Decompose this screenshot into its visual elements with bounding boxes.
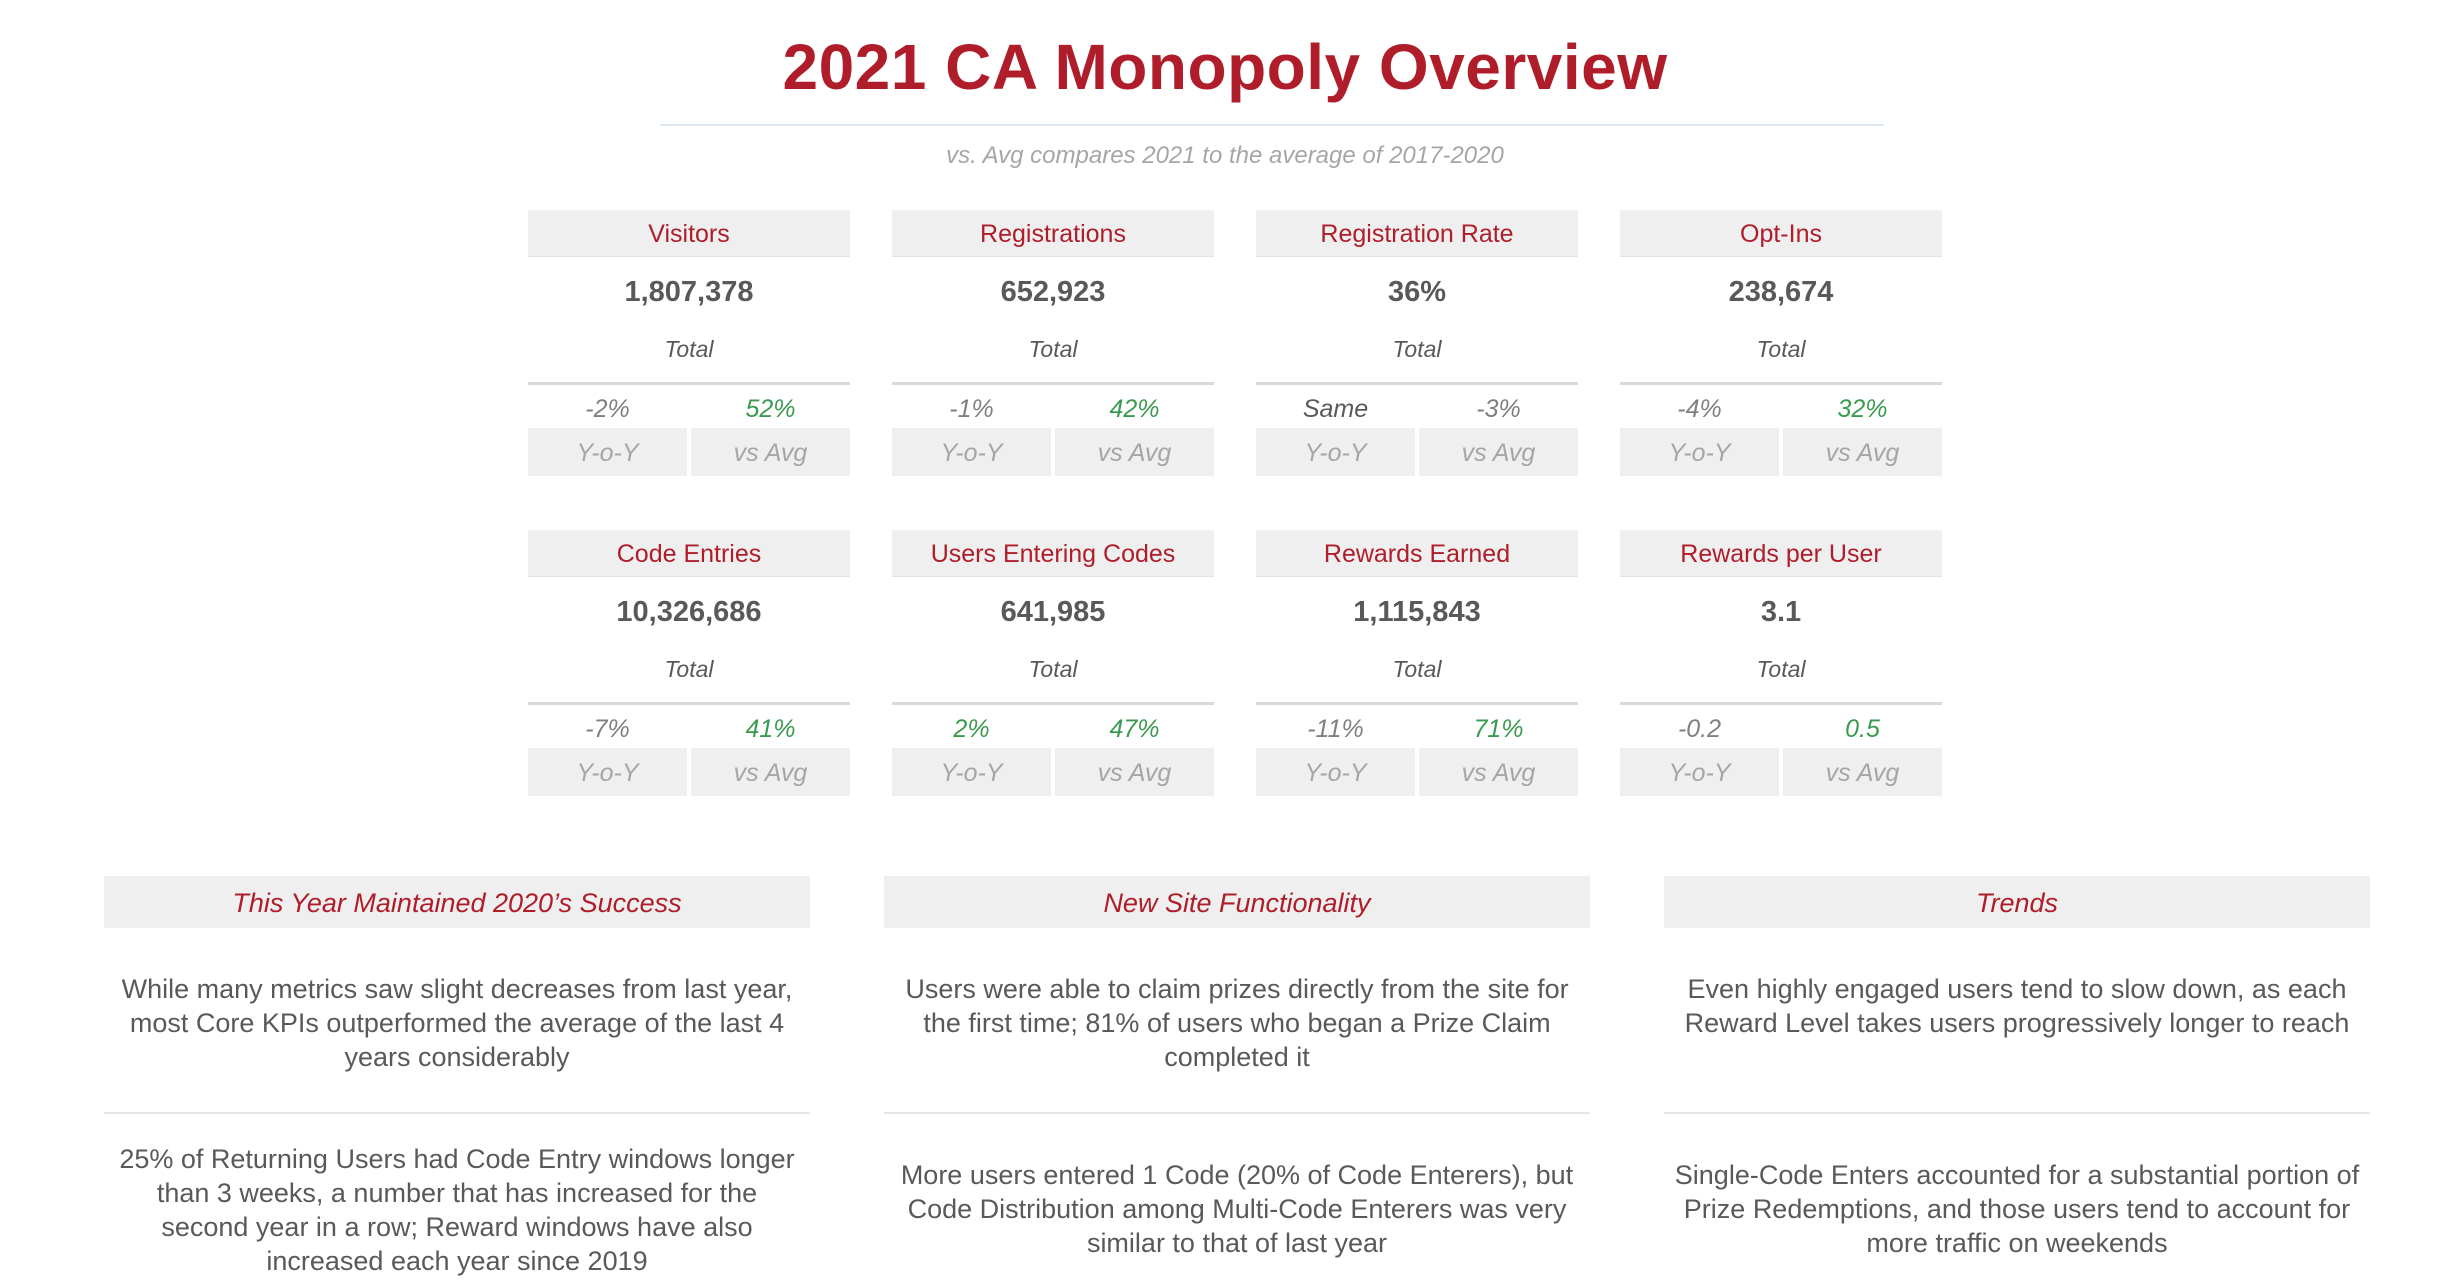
kpi-vs-avg-label: vs Avg <box>1419 428 1578 476</box>
insight-heading: New Site Functionality <box>884 876 1590 928</box>
kpi-title: Rewards per User <box>1620 530 1942 577</box>
insight-paragraph: While many metrics saw slight decreases from last year, most Core KPIs outperformed the average of the last 4 years considerably <box>121 974 793 1072</box>
kpi-vs-avg-label: vs Avg <box>1055 748 1214 796</box>
kpi-yoy-label: Y-o-Y <box>892 748 1051 796</box>
kpi-title: Opt-Ins <box>1620 210 1942 257</box>
kpi-vs-avg-value: 42% <box>1109 395 1160 423</box>
kpi-vs-avg-label: vs Avg <box>1783 748 1942 796</box>
kpi-yoy-value: 2% <box>953 715 990 743</box>
kpi-total-label: Total <box>1392 336 1442 362</box>
kpi-yoy-value: -1% <box>949 395 994 423</box>
kpi-vs-avg-value: 0.5 <box>1845 715 1880 743</box>
kpi-title: Code Entries <box>528 530 850 577</box>
kpi-title: Users Entering Codes <box>892 530 1214 577</box>
kpi-divider <box>1620 382 1942 385</box>
insight-paragraph: Users were able to claim prizes directly from the site for the first time; 81% of users who began a Prize Claim completed it <box>905 974 1569 1072</box>
kpi-yoy-label: Y-o-Y <box>528 748 687 796</box>
kpi-yoy-value: -2% <box>585 395 630 423</box>
kpi-title: Visitors <box>528 210 850 257</box>
insight-divider <box>104 1112 810 1114</box>
kpi-value: 3.1 <box>1760 596 1802 628</box>
insight-divider <box>1664 1112 2370 1114</box>
title-divider <box>660 124 1884 126</box>
kpi-vs-avg-value: 41% <box>745 715 796 743</box>
kpi-card-rewards-per-user <box>1620 530 1942 800</box>
kpi-value: 238,674 <box>1728 276 1834 308</box>
kpi-total-label: Total <box>1756 336 1806 362</box>
insight-paragraph: Single-Code Enters accounted for a substantial portion of Prize Redemptions, and those users tend to account for more traffic on weekends <box>1674 1160 2360 1258</box>
kpi-total-label: Total <box>1392 656 1442 682</box>
kpi-card-code-entries <box>528 530 850 800</box>
kpi-value: 641,985 <box>1000 596 1106 628</box>
kpi-vs-avg-value: 47% <box>1109 715 1160 743</box>
kpi-value: 1,115,843 <box>1353 596 1481 628</box>
kpi-divider <box>892 702 1214 705</box>
kpi-yoy-label: Y-o-Y <box>1620 428 1779 476</box>
kpi-total-label: Total <box>1756 656 1806 682</box>
kpi-divider <box>1256 702 1578 705</box>
kpi-card-users-entering-codes <box>892 530 1214 800</box>
kpi-card-visitors <box>528 210 850 480</box>
insight-heading: This Year Maintained 2020’s Success <box>104 876 810 928</box>
kpi-card-registration-rate <box>1256 210 1578 480</box>
kpi-title: Registration Rate <box>1256 210 1578 257</box>
insight-paragraph: More users entered 1 Code (20% of Code Enterers), but Code Distribution among Multi-Code Enterers was very similar to that of last year <box>900 1160 1574 1258</box>
kpi-vs-avg-label: vs Avg <box>691 428 850 476</box>
kpi-value: 36% <box>1387 276 1447 308</box>
kpi-divider <box>528 382 850 385</box>
kpi-total-label: Total <box>1028 656 1078 682</box>
kpi-vs-avg-label: vs Avg <box>1055 428 1214 476</box>
kpi-title: Rewards Earned <box>1256 530 1578 577</box>
insight-paragraph: 25% of Returning Users had Code Entry windows longer than 3 weeks, a number that has increased for the second year in a row; Reward windows have also increased each year since 2019 <box>119 1144 795 1276</box>
kpi-vs-avg-value: 71% <box>1473 715 1524 743</box>
kpi-yoy-value: -7% <box>585 715 630 743</box>
kpi-yoy-label: Y-o-Y <box>1256 428 1415 476</box>
kpi-card-rewards-earned <box>1256 530 1578 800</box>
kpi-vs-avg-value: 52% <box>745 395 796 423</box>
kpi-value: 1,807,378 <box>624 276 754 308</box>
insight-divider <box>884 1112 1590 1114</box>
kpi-vs-avg-label: vs Avg <box>691 748 850 796</box>
kpi-card-opt-ins <box>1620 210 1942 480</box>
kpi-title: Registrations <box>892 210 1214 257</box>
kpi-yoy-label: Y-o-Y <box>1256 748 1415 796</box>
page-subtitle: vs. Avg compares 2021 to the average of 2017-2020 <box>946 142 1504 169</box>
kpi-yoy-label: Y-o-Y <box>528 428 687 476</box>
kpi-divider <box>1256 382 1578 385</box>
kpi-divider <box>892 382 1214 385</box>
kpi-vs-avg-label: vs Avg <box>1419 748 1578 796</box>
kpi-value: 10,326,686 <box>616 596 762 628</box>
kpi-total-label: Total <box>664 336 714 362</box>
kpi-vs-avg-value: 32% <box>1837 395 1888 423</box>
insight-heading: Trends <box>1664 876 2370 928</box>
kpi-divider <box>1620 702 1942 705</box>
kpi-yoy-value: -4% <box>1677 395 1722 423</box>
insight-paragraph: Even highly engaged users tend to slow down, as each Reward Level takes users progressively longer to reach <box>1684 974 2350 1038</box>
kpi-total-label: Total <box>1028 336 1078 362</box>
kpi-vs-avg-value: -3% <box>1476 395 1521 423</box>
kpi-yoy-value: Same <box>1302 395 1369 423</box>
kpi-divider <box>528 702 850 705</box>
kpi-vs-avg-label: vs Avg <box>1783 428 1942 476</box>
kpi-value: 652,923 <box>1000 276 1106 308</box>
kpi-yoy-value: -0.2 <box>1677 715 1722 743</box>
page-title: 2021 CA Monopoly Overview <box>782 31 1668 103</box>
kpi-card-registrations <box>892 210 1214 480</box>
kpi-yoy-value: -11% <box>1307 715 1364 743</box>
kpi-total-label: Total <box>664 656 714 682</box>
kpi-yoy-label: Y-o-Y <box>892 428 1051 476</box>
kpi-yoy-label: Y-o-Y <box>1620 748 1779 796</box>
